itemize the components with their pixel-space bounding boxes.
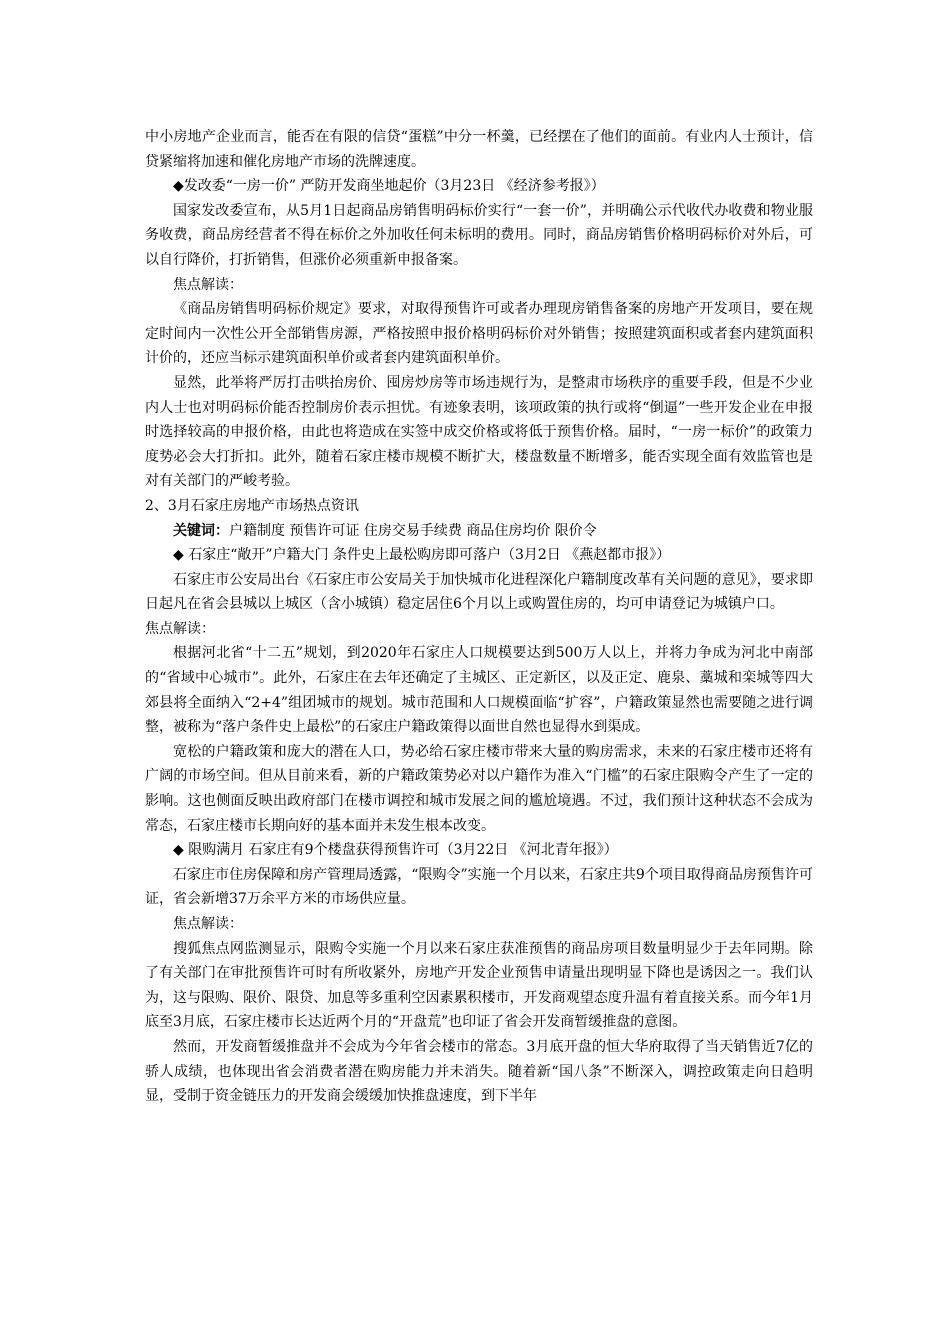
paragraph-analysis: 显然，此举将严厉打击哄抬房价、囤房炒房等市场违规行为，是整肃市场秩序的重要手段，但是不少业内人士也对明码标价能否控制房价表示担忧。有迹象表明，该项政策的执行或将“倒逼”一些开发企业在申报时选择较高的申报价格，由此也将造成在实签中成交价格或将低于预售价格。届时，“一房一标价”的政策力度势必会大打折扣。此外，随着石家庄楼市规模不断扩大，楼盘数量不断增多，能否实现全面有效监管也是对有关部门的严峻考验。 — [145, 374, 813, 490]
headline-one-price-policy: ◆发改委“一房一价” 严防开发商坐地起价（3月23日 《经济参考报》） — [173, 178, 605, 195]
paragraph-ndrc-announcement: 国家发改委宣布，从5月1日起商品房销售明码标价实行“一套一价”，并明确公示代收代办收费和物业服务收费，商品房经营者不得在标价之外加收任何未标明的费用。同时，商品房销售价格明码标价对外后，可以自行降价，打折销售，但涨价必须重新申报备案。 — [145, 202, 813, 268]
headline-presale: ◆ 限购满月 石家庄有9个楼盘获得预售许可（3月22日 《河北青年报》） — [173, 842, 618, 859]
paragraph-hukou-policy: 石家庄市公安局出台《石家庄市公安局关于加快城市化进程深化户籍制度改革有关问题的意见》，要求即日起凡在省会县城以上城区（含小城镇）稳定居住6个月以上或购置住房的，均可申请登记为城镇户口。 — [145, 571, 813, 613]
paragraph-sohu-monitoring: 搜狐焦点网监测显示，限购令实施一个月以来石家庄获准预售的商品房项目数量明显少于去年同期。除了有关部门在审批预售许可时有所收紧外，房地产开发企业预售申请量出现明显下降也是诱因之一。我们认为，这与限购、限价、限贷、加息等多重利空因素累积楼市，开发商观望态度升温有着直接关系。而今年1月底至3月底，石家庄楼市长达近两个月的“开盘荒”也印证了省会开发商暂缓推盘的意图。 — [145, 940, 813, 1031]
focus-label: 焦点解读： — [173, 276, 243, 293]
paragraph-presale-permits: 石家庄市住房保障和房产管理局透露，“限购令”实施一个月以来，石家庄共9个项目取得商品房预售许可证，省会新增37万余平方米的市场供应量。 — [145, 866, 813, 908]
paragraph-hukou-impact: 宽松的户籍政策和庞大的潜在人口，势必给石家庄楼市带来大量的购房需求，未来的石家庄楼市还将有广阔的市场空间。但从目前来看，新的户籍政策势必对以户籍作为准入“门槛”的石家庄限购令产生了一定的影响。这也侧面反映出政府部门在楼市调控和城市发展之间的尴尬境遇。不过，我们预计这种状态不会成为常态，石家庄楼市长期向好的基本面并未发生根本改变。 — [145, 743, 813, 834]
paragraph-price-rule: 《商品房销售明码标价规定》要求，对取得预售许可或者办理现房销售备案的房地产开发项目，要在规定时间内一次性公开全部销售房源，严格按照申报价格明码标价对外销售；按照建筑面积或者套内建筑面积计价的，还应当标示建筑面积单价或者套内建筑面积单价。 — [145, 301, 813, 367]
focus-label: 焦点解读： — [173, 916, 243, 932]
paragraph-developer-outlook: 然而，开发商暂缓推盘并不会成为今年省会楼市的常态。3月底开盘的恒大华府取得了当天销售近7亿的骄人成绩，也体现出省会消费者潜在购房能力并未消失。随着新“国八条”不断深入，调控政策走向日趋明显，受制于资金链压力的开发商会缓缓加快推盘速度，到下半年 — [145, 1038, 813, 1105]
paragraph-credit-crunch: 中小房地产企业而言，能否在有限的信贷“蛋糕”中分一杯羹，已经摆在了他们的面前。有业内人士预计，信贷紧缩将加速和催化房地产市场的洗牌速度。 — [145, 129, 813, 170]
keywords-label: 关键词： — [173, 522, 229, 539]
section-heading: 2、3月石家庄房地产市场热点资讯 — [145, 497, 359, 514]
focus-label: 焦点解读： — [145, 620, 215, 637]
paragraph-12th-plan: 根据河北省“十二五”规划，到2020年石家庄人口规模要达到500万人以上，并将力争成为河北中南部的“省域中心城市”。此外，石家庄在去年还确定了主城区、正定新区，以及正定、鹿泉、藁城和栾城等四大郊县将全面纳入“2+4”组团城市的规划。城市范围和人口规模面临“扩容”，户籍政策显然也需要随之进行调整，被称为“落户条件史上最松”的石家庄户籍政策得以面世自然也显得水到渠成。 — [145, 645, 813, 736]
keywords-line — [145, 519, 813, 544]
headline-hukou: ◆ 石家庄“敞开”户籍大门 条件史上最松购房即可落户（3月2日 《燕赵都市报》） — [173, 547, 671, 564]
document-body — [145, 125, 813, 1109]
keywords-items: 户籍制度 预售许可证 住房交易手续费 商品住房均价 限价令 — [229, 522, 597, 539]
